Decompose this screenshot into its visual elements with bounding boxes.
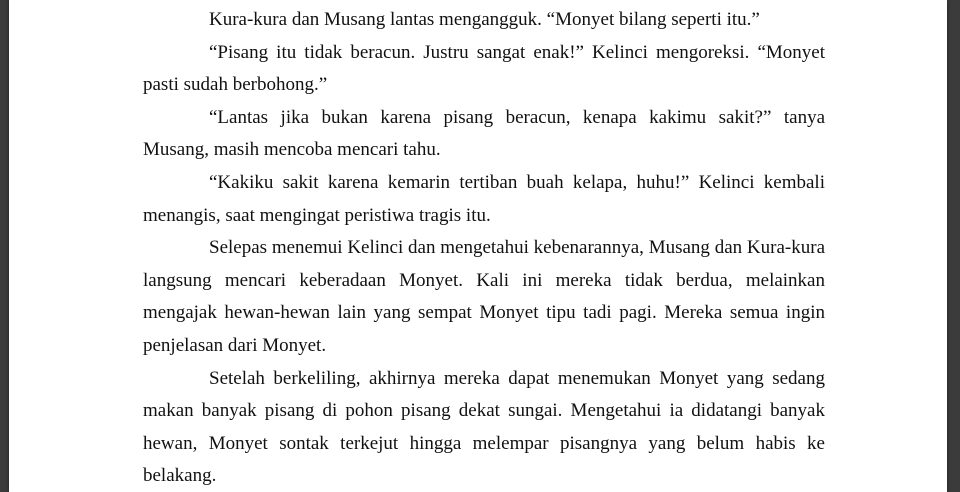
paragraph: Kura-kura dan Musang lantas mengangguk. “Monyet bilang seperti itu.” [209,9,760,30]
paragraph: “Kakiku sakit karena kemarin tertiban buah kelapa, huhu!” Kelinci kembali menangis, saat mengingat peristiwa tragis itu. [143,171,825,226]
paragraph: “Pisang itu tidak beracun. Justru sangat enak!” Kelinci mengoreksi. “Monyet pasti sudah berbohong.” [143,41,825,96]
page-text-body [143,4,825,492]
paragraph: Setelah berkeliling, akhirnya mereka dapat menemukan Monyet yang sedang makan banyak pisang di pohon pisang dekat sungai. Mengetahui ia didatangi banyak hewan, Monyet sontak terkejut hingga melempar pisangnya yang belum habis ke belakang. [143,367,825,487]
paragraph: “Lantas jika bukan karena pisang beracun, kenapa kakimu sakit?” tanya Musang, masih mencoba mencari tahu. [143,106,825,161]
document-page [9,0,947,492]
paragraph: Selepas menemui Kelinci dan mengetahui kebenarannya, Musang dan Kura-kura langsung mencari keberadaan Monyet. Kali ini mereka tidak berdua, melainkan mengajak hewan-hewan lain yang sempat Monyet tipu tadi pagi. Mereka semua ingin penjelasan dari Monyet. [143,237,825,356]
